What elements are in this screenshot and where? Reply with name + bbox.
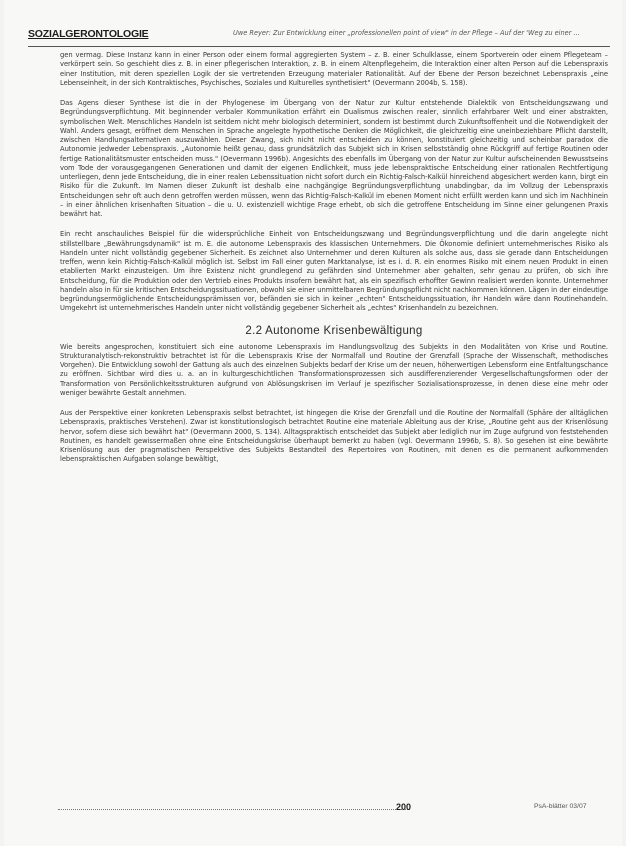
body-paragraph: Aus der Perspektive einer konkreten Lebenspraxis selbst betrachtet, ist hingegen die Krise der Grenzfall und die Routine der Normalfall (Sphäre der alltäglichen Lebenspraxis, praktisches Verstehen). Zwar ist konstitutionslogisch betrachtet Routine eine materiale Ableitung aus der Krise, „Routine geht aus der Krisenlösung hervor, sofern diese sich bewährt hat" (Oevermann 2000, S. 134). Alltagspraktisch entscheidet das Subjekt aber lediglich nur im Zuge aufgrund von feststehenden Routinen, es handelt gewissermaßen ohne eine Entscheidungskrise überhaupt bemerkt zu haben (vgl. Oevermann 1996b, S. 8). So gesehen ist eine bewährte Krisenlösung aus der pragmatischen Perspektive des Subjekts Bestandteil des Repertoires von Routinen, mit denen es die permanent aufkommenden lebenspraktischen Aufgaben solange bewältigt, xyxy=(60,409,608,464)
journal-section-title: SOZIALGERONTOLOGIE xyxy=(28,28,149,40)
page-number: 200 xyxy=(396,802,412,812)
running-head: Uwe Reyer: Zur Entwicklung einer „professionellen point of view" in der Pflege – Auf der 'Weg zu einer ... xyxy=(233,29,580,37)
body-paragraph: Wie bereits angesprochen, konstituiert sich eine autonome Lebenspraxis im Handlungsvollzug des Subjekts in den Modalitäten von Krise und Routine. Strukturanalytisch-rekonstruktiv betrachtet ist für die Lebenspraxis Krise der Normalfall und Routine der Grenzfall (Sprache der Wissenschaft, methodisches Vorgehen). Die Entwicklung sowohl der Gattung als auch des einzelnen Subjekts bedarf der Krise um der neuen, höherwertigen Lebensform eine Entfaltungschance zu eröffnen. Sichtbar wird dies u. a. an in kulturgeschichtlichen Transformationsprozessen sich ausdifferenzierender Vergesellschaftungsformen oder der Transformation von Persönlichkeitsstrukturen aufgrund von Ablösungskrisen im Verlauf je spezifischer Sozialisationsprozesse, in denen diese eine mehr oder weniger bewährte Gestalt annehmen. xyxy=(60,342,608,397)
body-paragraph: gen vermag. Diese Instanz kann in einer Person oder einem formal aggregierten System – z. B. einer Schulklasse, einem Sportverein oder einem Pflegeteam – verkörpert sein. So geschieht dies z. B. in einer pflegerischen Interaktion, z. B. in einem Altenpflegeheim, die Interaktion einer alten Person auf die Lebenspraxis einer Institution, mit deren speziellen Logik der sie vertretenden Erzeugung materialer Rationalität. Auf der Ebene der Person bezeichnet Lebenspraxis „eine Lebenseinheit, in der sich Kontraktisches, Psychisches, Soziales und Kulturelles synthetisiert" (Oevermann 2004b, S. 158). xyxy=(60,51,608,87)
body-paragraph: Ein recht anschauliches Beispiel für die widersprüchliche Einheit von Entscheidungszwang und Begründungsverpflichtung und die darin angelegte nicht stillstellbare „Bewährungsdynamik" ist m. E. die autonome Lebenspraxis des klassischen Unternehmers. Die Ökonomie definiert unternehmerisches Risiko als Handeln unter nicht vollständig gegebener Sicherheit. Es zeichnet also Unternehmer und deren Kulturen als solche aus, dass sie gerade dann Entscheidungen treffen, wenn kein Richtig-Falsch-Kalkül möglich ist. Selbst im Fall einer guten Marktanalyse, ist es i. d. R. ein enormes Risiko mit einem neuen Produkt in einen etablierten Markt einzusteigen. Um ihre Existenz nicht grundlegend zu gefährden sind Unternehmer aber gehalten, sehr genau zu prüfen, ob sich ihre Entscheidung, für die Produktion oder den Vertrieb eines Produkts insofern bewährt hat, als ein spezifisch erhoffter Gewinn realisiert werden konnte. Unternehmer handeln also in für sie kritischen Entscheidungssituationen, obwohl sie einer unmittelbaren Begründungspflicht nicht nachkommen können. Lägen in der eindeutige begründungsermöglichende Entscheidungsprämissen vor, befänden sie sich in keiner „echten" Entscheidungssituation, ihr Handeln wäre dann Routinehandeln. Umgekehrt ist unternehmerisches Handeln unter nicht vollständig gegebener Sicherheit als „echtes" Krisenhandeln zu bezeichnen. xyxy=(60,230,608,313)
footer-dotted-rule xyxy=(58,809,410,810)
page-header xyxy=(28,24,610,47)
page-footer xyxy=(28,803,610,819)
journal-reference: PsA-blätter 03/07 xyxy=(534,803,587,810)
article-body xyxy=(60,51,608,476)
body-paragraph: Das Agens dieser Synthese ist die in der Phylogenese im Übergang von der Natur zur Kultur entstehende Dialektik von Entscheidungszwang und Begründungsverpflichtung. Mit beginnender verbaler Kommunikation erfährt ein Dualismus zwischen realer, sinnlich erfahrbarer Welt und einer abstrakten, symbolischen Welt. Menschliches Handeln ist seitdem nicht mehr biologisch determiniert, sondern ist bestimmt durch Zukunftsoffenheit und die Notwendigkeit der Wahl. Anders gesagt, eröffnet dem Menschen in Sprache angelegte hypothetische Denken die Möglichkeit, die gleichzeitig eine uneinbeziehbare Pflicht darstellt, zwischen Handlungsalternativen auszuwählen. Dieser Zwang, sich nicht nicht entscheiden zu können, konstituiert gleichzeitig und scheinbar paradox die Autonomie jedweder Lebenspraxis. „Autonomie heißt genau, dass grundsätzlich das Subjekt sich in Krisen selbstständig ohne Rückgriff auf fertige Routinen oder fertige Rationalitätsmuster entscheiden muss." (Oevermann 1996b). Angesichts des ebenfalls im Übergang von der Natur zur Kultur aufscheinenden Bewusstseins vom Tode der vorausgegangenen Generationen und damit der eigenen Endlichkeit, muss jede lebenspraktische Entscheidung einer rationalen Rechtfertigung unterliegen, denn jede Entscheidung, die in einer realen Lebenssituation nicht sofort durch ein Richtig-Falsch-Kalkül hinreichend abgesichert werden kann, birgt ein Risiko für die Zukunft. Im Namen dieser Zukunft ist deshalb eine nachgängige Begründungsverpflichtung unabdingbar, da im Vollzug der Lebenspraxis Entscheidungen sehr oft auch denn getroffen werden müssen, wenn das Richtig-Falsch-Kalkül im ebenen Moment nicht erfüllt werden kann und sich im Nachhinein – in einer ähnlichen krisenhaften Situation – die u. U. existenziell wichtige Frage erhebt, ob sich die getroffene Entscheidung im Sinne einer gelungenen Praxis bewährt hat. xyxy=(60,99,608,218)
section-heading: 2.2 Autonome Krisenbewältigung xyxy=(245,324,423,337)
